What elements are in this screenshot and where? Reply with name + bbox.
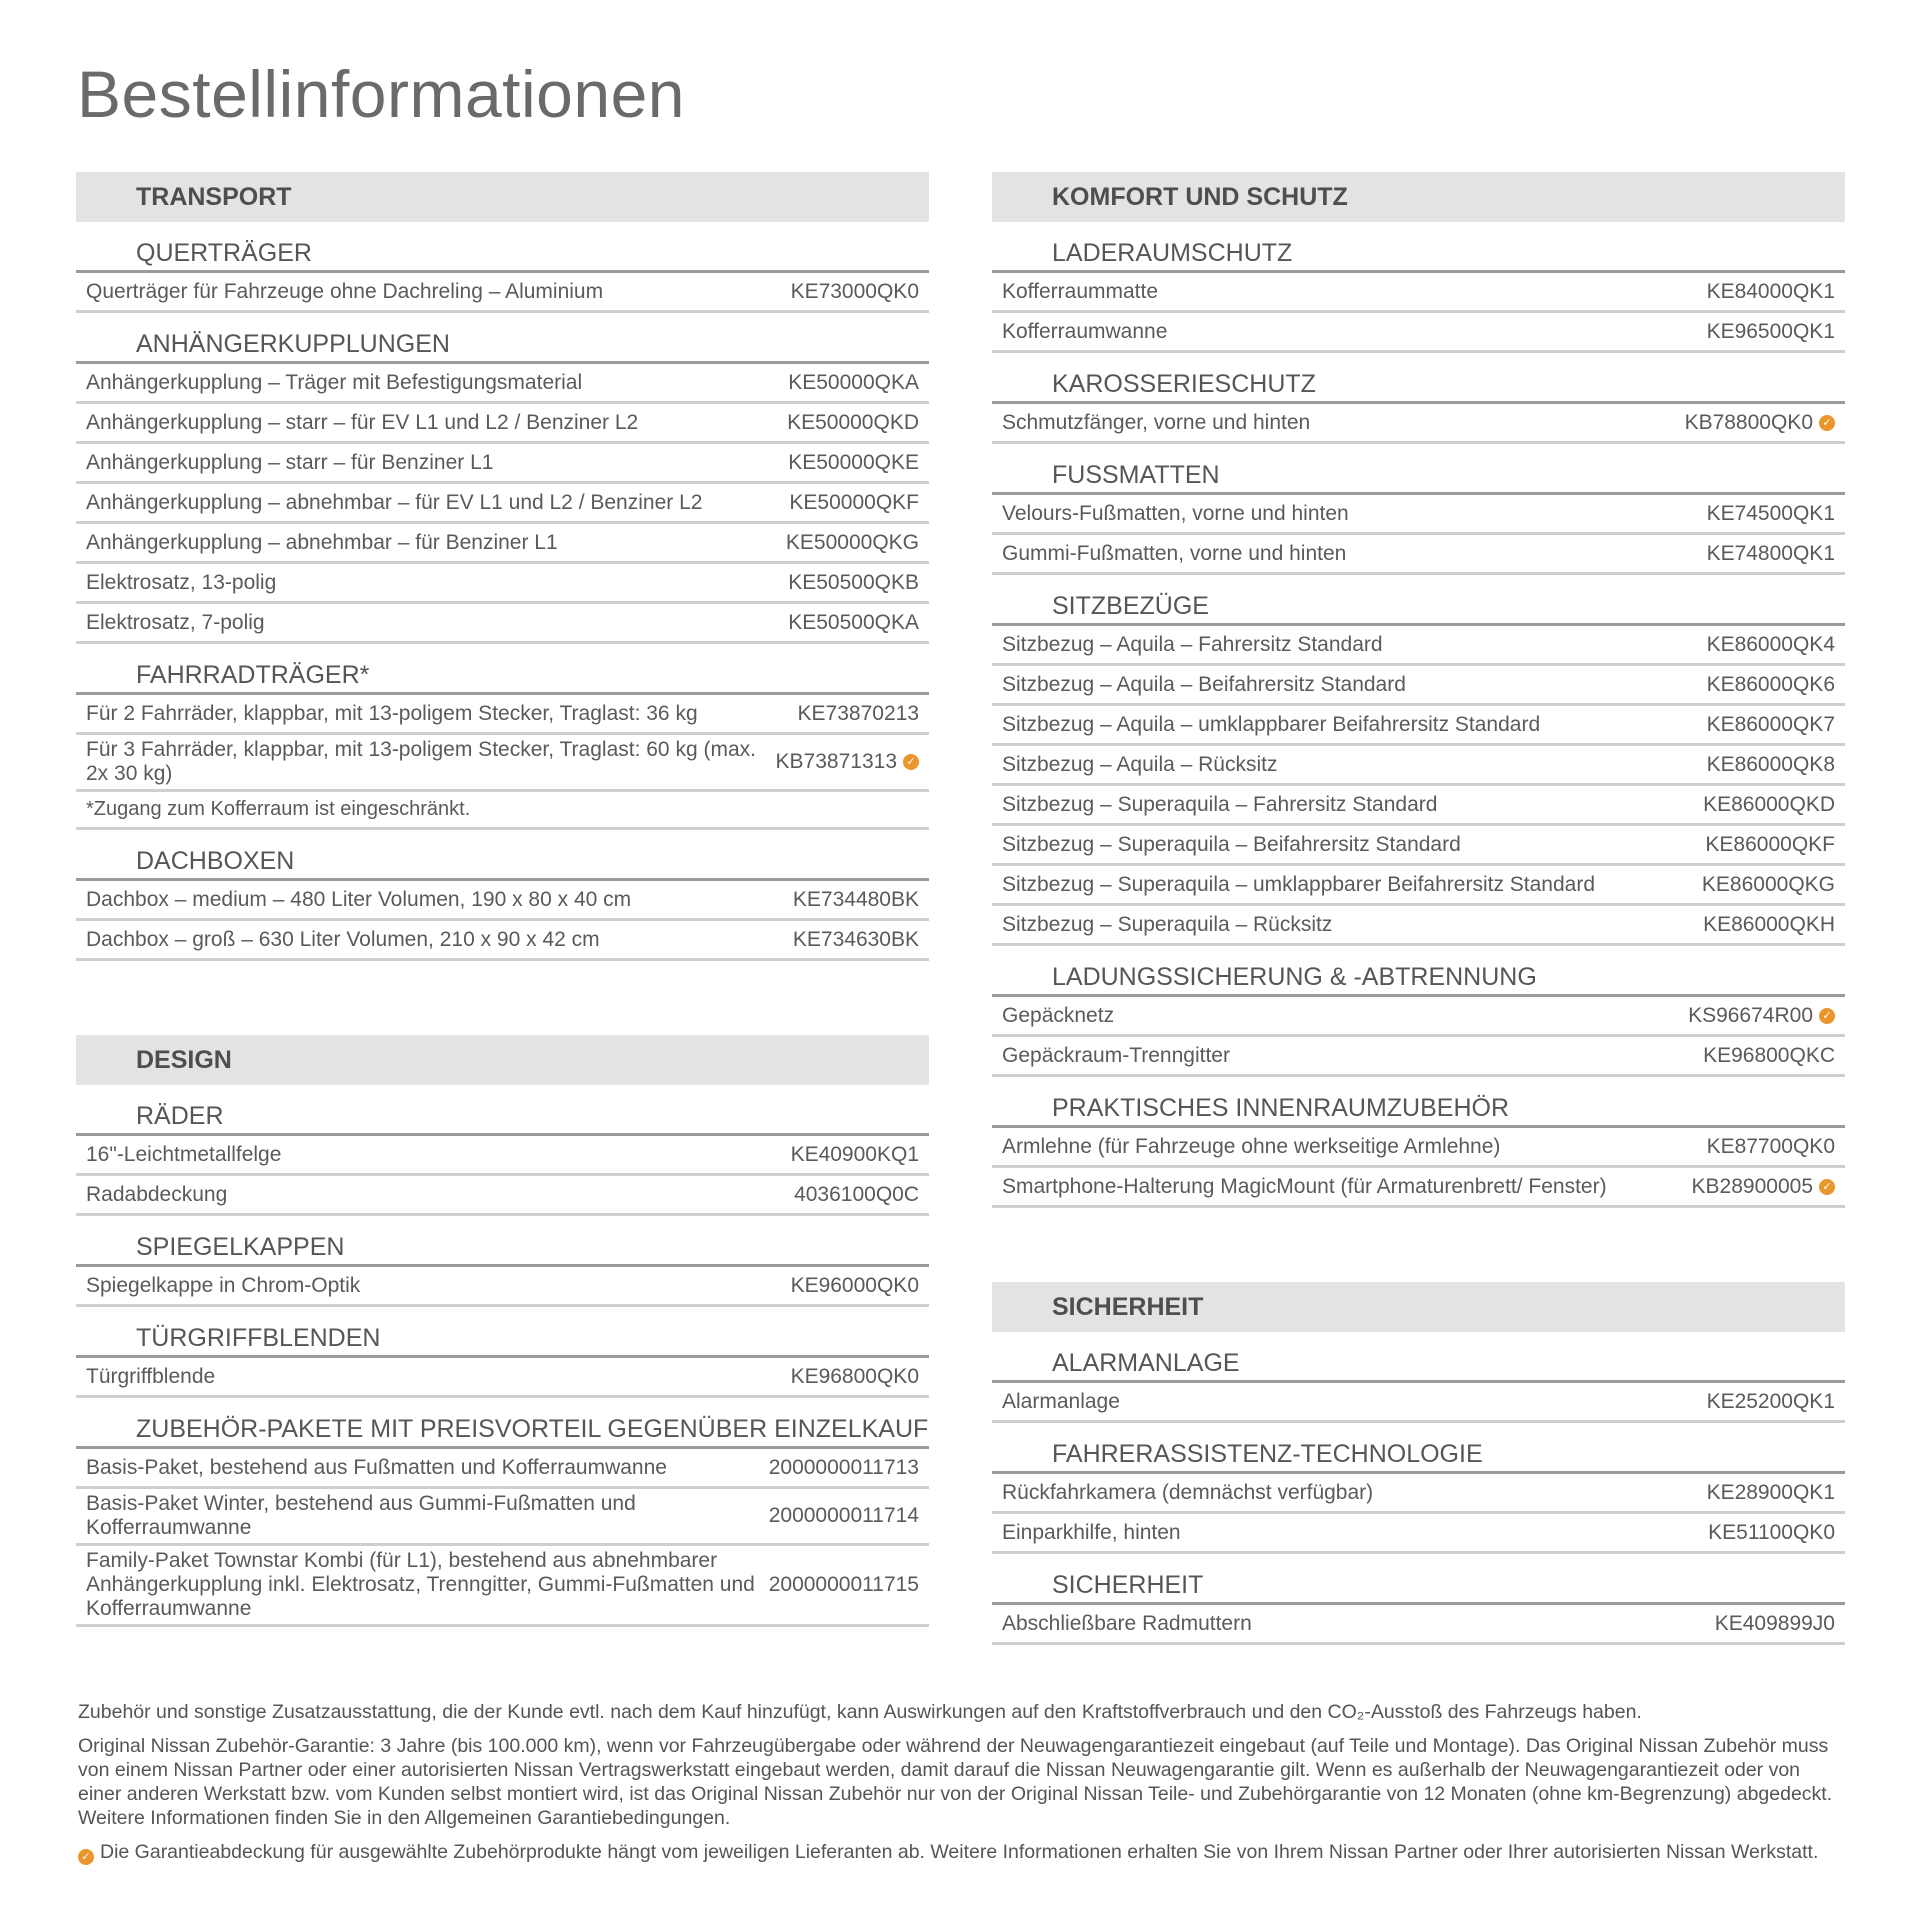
item-code-text: KE96800QKC (1703, 1043, 1835, 1067)
item-description: Kofferraumwanne (1002, 319, 1168, 343)
item-code (788, 571, 919, 595)
table-row (992, 1128, 1845, 1168)
item-code (788, 451, 919, 475)
item-description: Kofferraummatte (1002, 279, 1159, 303)
table-row (992, 1474, 1845, 1514)
table-row (992, 535, 1845, 575)
table-row (992, 1514, 1845, 1554)
item-code-text: KE74500QK1 (1706, 501, 1835, 525)
item-code (1707, 320, 1835, 344)
table-row (76, 524, 929, 564)
item-code (787, 411, 919, 435)
table-row (76, 364, 929, 404)
group-heading-anhaengerkupplungen: ANHÄNGERKUPPLUNGEN (76, 313, 929, 364)
item-description: Elektrosatz, 7-polig (86, 610, 265, 634)
item-code (1707, 1390, 1835, 1414)
section-heading: DESIGN (76, 1035, 929, 1085)
item-description: Armlehne (für Fahrzeuge ohne werkseitige Armlehne) (1002, 1134, 1501, 1158)
item-description: Sitzbezug – Aquila – Fahrersitz Standard (1002, 632, 1383, 656)
item-description: Sitzbezug – Superaquila – Rücksitz (1002, 912, 1333, 936)
item-description: Anhängerkupplung – starr – für Benziner L1 (86, 450, 494, 474)
item-description: Basis-Paket Winter, bestehend aus Gummi-Fußmatten und Kofferraumwanne (86, 1492, 636, 1539)
warranty-check-icon: ✓ (1819, 415, 1835, 431)
group-heading-fahrerassistenz-technologie: FAHRERASSISTENZ-TECHNOLOGIE (992, 1423, 1845, 1474)
item-code-text: KE73000QK0 (790, 279, 919, 303)
group-heading-tuergriffblenden: TÜRGRIFFBLENDEN (76, 1307, 929, 1358)
item-code (1688, 1004, 1835, 1028)
item-code-text: KE734630BK (792, 927, 919, 951)
item-code (791, 1143, 919, 1167)
footer-note-supplier (78, 1840, 1848, 1865)
table-row (76, 564, 929, 604)
item-code (776, 750, 919, 774)
section-spacer (992, 1208, 1845, 1282)
item-code-text: KS96674R00 (1688, 1003, 1813, 1027)
item-description: Spiegelkappe in Chrom-Optik (86, 1273, 361, 1297)
section-design (76, 1035, 929, 1627)
table-row (992, 997, 1845, 1037)
item-description: Abschließbare Radmuttern (1002, 1611, 1252, 1635)
item-description: Einparkhilfe, hinten (1002, 1520, 1181, 1544)
item-code (798, 702, 919, 726)
item-code-text: 2000000011714 (768, 1504, 919, 1527)
item-code-text: KE734480BK (792, 887, 919, 911)
item-code (1705, 833, 1835, 857)
item-description: Anhängerkupplung – abnehmbar – für EV L1 und L2 / Benziner L2 (86, 490, 703, 514)
table-row (992, 404, 1845, 444)
item-code-text: KE86000QK4 (1706, 632, 1835, 656)
table-row (76, 1358, 929, 1398)
item-description: Velours-Fußmatten, vorne und hinten (1002, 501, 1349, 525)
group-heading-dachboxen: DACHBOXEN (76, 830, 929, 881)
item-description: Alarmanlage (1002, 1389, 1120, 1413)
table-row (76, 1267, 929, 1307)
item-code (1707, 673, 1835, 697)
item-code-text: KE50000QKG (785, 530, 919, 554)
group-heading-fahrradtraeger: FAHRRADTRÄGER* (76, 644, 929, 695)
table-row (76, 921, 929, 961)
footer-notes (78, 1700, 1848, 1875)
footer-note-emissions: Zubehör und sonstige Zusatzausstattung, die der Kunde evtl. nach dem Kauf hinzufügt, kann Auswirkungen auf den Kraftstoffverbrauch und den CO₂-Ausstoß des Fahrzeugs haben. (78, 1701, 1642, 1723)
item-code-text: KE74800QK1 (1706, 541, 1835, 565)
item-code-text: KB28900005 (1691, 1174, 1813, 1198)
item-code-text: KE73870213 (797, 701, 919, 725)
item-code-text: KB78800QK0 (1684, 410, 1813, 434)
footer-note-warranty: Original Nissan Zubehör-Garantie: 3 Jahre (bis 100.000 km), wenn vor Fahrzeugübergabe oder während der Neuwagengarantiezeit eingebaut (auf Teile und Montage). Das Original Nissan Zubehör muss von einem Nissan Partner oder einer autorisierten Nissan Vertragswerkstatt eingebaut werden, damit darauf die Nissan Neuwagengarantie gilt. Wenn es außerhalb der Neuwagengarantiezeit oder von einer anderen Werkstatt bzw. vom Kunden selbst montiert wird, ist das Original Nissan Zubehör nur von der Original Nissan Teile- und Zubehörgarantie von 12 Monaten (ohne km-Begrenzung) abgedeckt. Weitere Informationen finden Sie in den Allgemeinen Garantiebedingungen. (78, 1735, 1833, 1829)
group-footnote: *Zugang zum Kofferraum ist eingeschränkt. (76, 792, 929, 830)
item-code-text: KE96000QK0 (790, 1273, 919, 1297)
item-description: Türgriffblende (86, 1364, 216, 1388)
table-row (992, 273, 1845, 313)
table-row (76, 484, 929, 524)
table-row (76, 273, 929, 313)
item-code (788, 371, 919, 395)
item-code (1685, 411, 1835, 435)
group-heading-sitzbezuege: SITZBEZÜGE (992, 575, 1845, 626)
item-code-text: KE50000QKA (788, 370, 919, 394)
table-row (76, 604, 929, 644)
item-code (791, 1274, 919, 1298)
table-row (76, 735, 929, 792)
item-code (769, 1456, 919, 1480)
item-code-text: KE50000QKF (789, 490, 919, 514)
item-code (1702, 873, 1835, 897)
footer-note-supplier-text: Die Garantieabdeckung für ausgewählte Zubehörprodukte hängt vom jeweiligen Lieferanten ab. Weitere Informationen erhalten Sie von Ihrem Nissan Partner oder Ihrer autorisierten Nissan Werkstatt. (100, 1841, 1819, 1863)
warranty-check-icon: ✓ (78, 1849, 94, 1865)
table-row (992, 1168, 1845, 1208)
item-description: Sitzbezug – Aquila – umklappbarer Beifahrersitz Standard (1002, 712, 1541, 736)
item-description: Sitzbezug – Superaquila – Beifahrersitz Standard (1002, 832, 1461, 856)
item-code (769, 1573, 919, 1597)
item-code-text: KE50000QKE (788, 450, 919, 474)
item-code-text: KE86000QK6 (1706, 672, 1835, 696)
group-heading-laderaumschutz: LADERAUMSCHUTZ (992, 222, 1845, 273)
item-description: Elektrosatz, 13-polig (86, 570, 277, 594)
item-description: Anhängerkupplung – starr – für EV L1 und L2 / Benziner L2 (86, 410, 639, 434)
warranty-check-icon: ✓ (903, 754, 919, 770)
item-code-text: KE409899J0 (1714, 1611, 1835, 1635)
item-description: Anhängerkupplung – Träger mit Befestigungsmaterial (86, 370, 583, 394)
item-code (1703, 793, 1835, 817)
group-heading-raeder: RÄDER (76, 1085, 929, 1136)
table-row (76, 1136, 929, 1176)
table-row (992, 1383, 1845, 1423)
item-description: Für 2 Fahrräder, klappbar, mit 13-poligem Stecker, Traglast: 36 kg (86, 701, 698, 725)
item-description: Gummi-Fußmatten, vorne und hinten (1002, 541, 1347, 565)
table-row (992, 1037, 1845, 1077)
item-code (793, 928, 919, 952)
item-code (1715, 1612, 1835, 1636)
group-heading-quertraeger: QUERTRÄGER (76, 222, 929, 273)
table-row (992, 666, 1845, 706)
item-code (769, 1504, 919, 1528)
item-code-text: KE86000QKD (1703, 792, 1835, 816)
item-code-text: KE86000QKF (1705, 832, 1835, 856)
table-row (992, 706, 1845, 746)
item-code-text: KE86000QK8 (1706, 752, 1835, 776)
item-description: Family-Paket Townstar Kombi (für L1), bestehend aus abnehmbarer Anhängerkupplung inkl. Elektrosatz, Trenngitter, Gummi-Fußmatten und Kofferraumwanne (86, 1549, 755, 1620)
item-description: Smartphone-Halterung MagicMount (für Armaturenbrett/ Fenster) (1002, 1174, 1607, 1198)
warranty-check-icon: ✓ (1819, 1008, 1835, 1024)
item-code (786, 531, 919, 555)
section-komfort-und-schutz (992, 172, 1845, 1208)
item-code (1707, 542, 1835, 566)
table-row (76, 1176, 929, 1216)
right-column (992, 172, 1845, 1645)
item-code-text: KE50000QKD (787, 410, 919, 434)
page-title: Bestellinformationen (77, 57, 685, 131)
item-code (1703, 913, 1835, 937)
group-heading-praktisches-innenraumzubehoer: PRAKTISCHES INNENRAUMZUBEHÖR (992, 1077, 1845, 1128)
section-spacer (76, 961, 929, 1035)
table-row (992, 626, 1845, 666)
section-heading: TRANSPORT (76, 172, 929, 222)
table-row (992, 906, 1845, 946)
table-row (992, 786, 1845, 826)
item-description: Dachbox – groß – 630 Liter Volumen, 210 x 90 x 42 cm (86, 927, 600, 951)
table-row (76, 444, 929, 484)
item-description: Basis-Paket, bestehend aus Fußmatten und Kofferraumwanne (86, 1455, 667, 1479)
item-code-text: KE25200QK1 (1706, 1389, 1835, 1413)
item-code-text: KE50500QKB (788, 570, 919, 594)
item-code-text: KE86000QKH (1703, 912, 1835, 936)
item-code (1707, 753, 1835, 777)
table-row (992, 866, 1845, 906)
item-description: Schmutzfänger, vorne und hinten (1002, 410, 1311, 434)
item-code-text: 2000000011715 (768, 1573, 919, 1596)
section-transport (76, 172, 929, 961)
item-code (1708, 1521, 1835, 1545)
item-code (1707, 502, 1835, 526)
table-row (76, 1449, 929, 1489)
item-code-text: KE28900QK1 (1706, 1480, 1835, 1504)
table-row (992, 746, 1845, 786)
item-description: Querträger für Fahrzeuge ohne Dachreling – Aluminium (86, 279, 604, 303)
warranty-check-icon: ✓ (1819, 1179, 1835, 1195)
item-description: Anhängerkupplung – abnehmbar – für Benziner L1 (86, 530, 558, 554)
table-row (76, 1489, 929, 1546)
item-description: Rückfahrkamera (demnächst verfügbar) (1002, 1480, 1374, 1504)
group-heading-zubehoer-pakete-mit-preisvorteil-gegenueber-einzelkauf: ZUBEHÖR-PAKETE MIT PREISVORTEIL GEGENÜBER EINZELKAUF (76, 1398, 929, 1449)
item-code-text: KE50500QKA (788, 610, 919, 634)
item-code-text: KE96500QK1 (1706, 319, 1835, 343)
item-description: Dachbox – medium – 480 Liter Volumen, 190 x 80 x 40 cm (86, 887, 632, 911)
item-code (791, 1365, 919, 1389)
item-code (794, 1183, 919, 1207)
group-heading-sicherheit: SICHERHEIT (992, 1554, 1845, 1605)
left-column (76, 172, 929, 1627)
section-sicherheit (992, 1282, 1845, 1645)
item-code (1692, 1175, 1835, 1199)
item-code-text: KE86000QK7 (1706, 712, 1835, 736)
group-heading-fussmatten: FUSSMATTEN (992, 444, 1845, 495)
item-code (1707, 280, 1835, 304)
item-code-text: KB73871313 (775, 750, 897, 773)
item-description: Gepäckraum-Trenngitter (1002, 1043, 1230, 1067)
item-code (1707, 1481, 1835, 1505)
item-description: Für 3 Fahrräder, klappbar, mit 13-poligem Stecker, Traglast: 60 kg (max. 2x 30 kg) (86, 738, 756, 785)
table-row (76, 404, 929, 444)
item-code (788, 611, 919, 635)
group-heading-alarmanlage: ALARMANLAGE (992, 1332, 1845, 1383)
item-code (1707, 713, 1835, 737)
item-code (791, 280, 919, 304)
item-code (1703, 1044, 1835, 1068)
group-heading-karosserieschutz: KAROSSERIESCHUTZ (992, 353, 1845, 404)
section-heading: SICHERHEIT (992, 1282, 1845, 1332)
item-description: Sitzbezug – Superaquila – umklappbarer Beifahrersitz Standard (1002, 872, 1596, 896)
table-row (992, 313, 1845, 353)
item-code (1707, 1135, 1835, 1159)
table-row (992, 1605, 1845, 1645)
item-description: Sitzbezug – Superaquila – Fahrersitz Standard (1002, 792, 1438, 816)
group-heading-ladungssicherung-abtrennung: LADUNGSSICHERUNG & -ABTRENNUNG (992, 946, 1845, 997)
section-heading: KOMFORT UND SCHUTZ (992, 172, 1845, 222)
table-row (76, 881, 929, 921)
table-row (76, 1546, 929, 1627)
item-code-text: KE96800QK0 (790, 1364, 919, 1388)
item-code-text: KE84000QK1 (1706, 279, 1835, 303)
item-code (793, 888, 919, 912)
item-description: Gepäcknetz (1002, 1003, 1115, 1027)
item-code-text: KE40900KQ1 (790, 1142, 919, 1166)
table-row (992, 495, 1845, 535)
group-heading-spiegelkappen: SPIEGELKAPPEN (76, 1216, 929, 1267)
item-code-text: KE86000QKG (1701, 872, 1835, 896)
table-row (76, 695, 929, 735)
item-description: 16"-Leichtmetallfelge (86, 1142, 282, 1166)
item-code (789, 491, 919, 515)
item-code-text: KE51100QK0 (1708, 1520, 1835, 1544)
item-code-text: 2000000011713 (768, 1455, 919, 1479)
table-row (992, 826, 1845, 866)
item-code (1707, 633, 1835, 657)
item-description: Sitzbezug – Aquila – Beifahrersitz Standard (1002, 672, 1406, 696)
item-description: Radabdeckung (86, 1182, 228, 1206)
item-code-text: 4036100Q0C (794, 1182, 919, 1206)
item-code-text: KE87700QK0 (1706, 1134, 1835, 1158)
item-description: Sitzbezug – Aquila – Rücksitz (1002, 752, 1278, 776)
